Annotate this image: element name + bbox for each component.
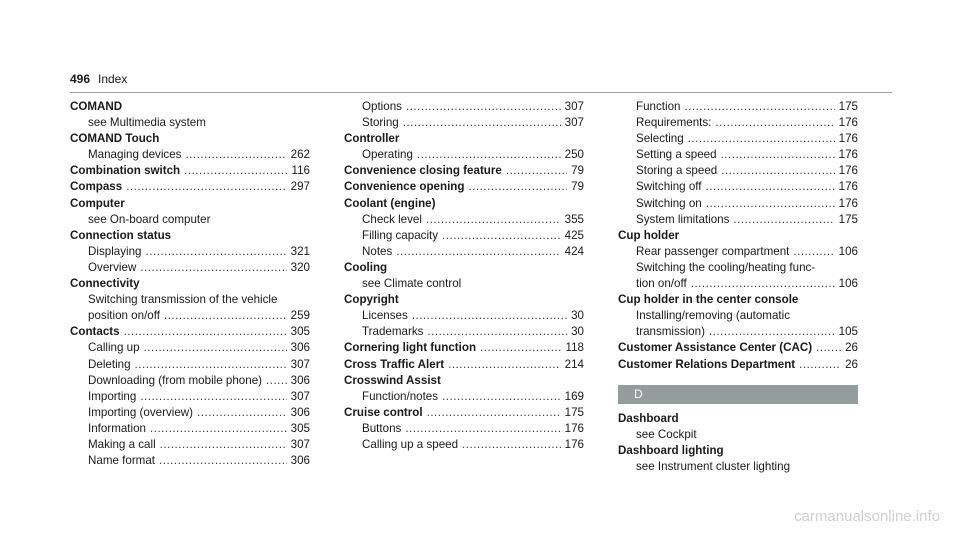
dot-leader <box>164 308 287 324</box>
dot-leader <box>706 196 835 212</box>
page-reference: 105 <box>838 325 858 339</box>
entry-label: transmission) <box>636 325 705 339</box>
page-number: 496 <box>70 72 91 86</box>
entry-label: Downloading (from mobile phone) <box>88 373 262 387</box>
index-subentry <box>70 405 310 421</box>
dot-leader <box>412 308 567 324</box>
dot-leader <box>442 389 561 405</box>
index-subentry <box>618 196 858 212</box>
dot-leader <box>124 324 287 340</box>
index-column-3 <box>618 99 858 475</box>
entry-label: Setting a speed <box>636 148 717 162</box>
page-reference: 176 <box>838 148 858 162</box>
dot-leader <box>426 212 561 228</box>
dot-leader <box>403 115 561 131</box>
entry-label: Importing (overview) <box>88 405 194 419</box>
index-subentry <box>344 228 584 244</box>
index-subentry <box>618 324 858 340</box>
page-reference: 262 <box>290 148 310 162</box>
entry-label: Dashboard <box>618 411 679 425</box>
page-reference: 320 <box>290 260 310 274</box>
index-subentry <box>70 115 310 131</box>
dot-leader <box>691 276 835 292</box>
page-reference: 30 <box>571 309 584 323</box>
entry-label: Cruise control <box>344 405 423 419</box>
page-reference: 118 <box>565 341 584 355</box>
index-heading <box>344 292 584 308</box>
index-heading <box>344 357 584 373</box>
page-reference: 176 <box>564 437 584 451</box>
page-reference: 355 <box>564 212 584 226</box>
page-reference: 30 <box>571 325 584 339</box>
entry-label: position on/off <box>88 309 160 323</box>
entry-label: see Climate control <box>362 277 462 291</box>
page-reference: 79 <box>571 180 584 194</box>
page-reference: 169 <box>564 389 584 403</box>
entry-label: Check level <box>362 212 422 226</box>
page-reference: 116 <box>291 164 310 178</box>
page-reference: 250 <box>564 148 584 162</box>
page-reference: 175 <box>564 405 584 419</box>
page-reference: 305 <box>290 421 310 435</box>
page-reference: 176 <box>838 132 858 146</box>
entry-label: Customer Assistance Center (CAC) <box>618 341 813 355</box>
entry-label: Managing devices <box>88 148 182 162</box>
index-subentry <box>344 115 584 131</box>
dot-leader <box>144 340 287 356</box>
index-subentry <box>618 244 858 260</box>
index-subentry <box>70 260 310 276</box>
dot-leader <box>462 437 561 453</box>
entry-label: COMAND <box>70 100 123 113</box>
entry-label: Cornering light function <box>344 341 477 355</box>
page-reference: 297 <box>290 180 310 194</box>
page-reference: 307 <box>290 357 310 371</box>
entry-label: Convenience closing feature <box>344 164 502 178</box>
index-subentry <box>70 340 310 356</box>
page-reference: 26 <box>845 341 858 355</box>
entry-label: Making a call <box>88 437 156 451</box>
page-reference: 106 <box>838 244 858 258</box>
index-subentry <box>344 99 584 115</box>
index-subentry <box>618 427 858 443</box>
index-heading <box>70 196 310 212</box>
page-reference: 307 <box>290 389 310 403</box>
watermark: carmanualsonline.info <box>794 508 940 525</box>
index-heading <box>344 196 584 212</box>
dot-leader <box>146 244 287 260</box>
index-heading <box>344 260 584 276</box>
index-heading <box>70 324 310 340</box>
entry-label: Contacts <box>70 325 120 339</box>
dot-leader <box>406 99 561 115</box>
entry-label: see Multimedia system <box>88 116 206 130</box>
dot-leader <box>715 115 834 131</box>
page-header <box>70 70 892 93</box>
dot-leader <box>396 244 560 260</box>
index-subentry <box>618 212 858 228</box>
page-reference: 424 <box>564 244 584 258</box>
entry-label: Crosswind Assist <box>344 373 441 387</box>
entry-label: Switching on <box>636 196 702 210</box>
index-subentry <box>344 308 584 324</box>
entry-label: Switching the cooling/heating func- <box>636 260 816 274</box>
index-subentry <box>70 308 310 324</box>
index-subentry <box>70 453 310 469</box>
page-reference: 79 <box>571 164 584 178</box>
entry-label: Importing <box>88 389 137 403</box>
index-subentry <box>618 260 858 276</box>
index-subentry <box>618 99 858 115</box>
entry-label: Coolant (engine) <box>344 196 436 210</box>
dot-leader <box>448 357 561 373</box>
entry-label: Computer <box>70 196 125 210</box>
index-heading <box>618 228 858 244</box>
page-reference: 321 <box>290 244 310 258</box>
entry-label: Selecting <box>636 132 684 146</box>
dot-leader <box>793 244 834 260</box>
entry-label: Storing a speed <box>636 164 718 178</box>
page-reference: 259 <box>290 309 310 323</box>
entry-label: tion on/off <box>636 277 687 291</box>
index-subentry <box>618 179 858 195</box>
entry-label: Switching off <box>636 180 702 194</box>
index-subentry <box>70 147 310 163</box>
entry-label: COMAND Touch <box>70 132 160 146</box>
page-reference: 306 <box>290 341 310 355</box>
page-reference: 306 <box>290 373 310 387</box>
entry-label: Filling capacity <box>362 228 439 242</box>
entry-label: see Cockpit <box>636 427 697 441</box>
index-subentry <box>70 421 310 437</box>
dot-leader <box>733 212 834 228</box>
dot-leader <box>266 373 287 389</box>
entry-label: Calling up a speed <box>362 437 459 451</box>
index-subentry <box>344 421 584 437</box>
entry-label: Installing/removing (automatic <box>636 309 791 323</box>
dot-leader <box>688 131 835 147</box>
entry-label: Calling up <box>88 341 140 355</box>
page-title: Index <box>98 72 128 86</box>
entry-label: Copyright <box>344 293 399 307</box>
entry-label: see On-board computer <box>88 212 211 226</box>
entry-label: Displaying <box>88 244 142 258</box>
entry-label: Combination switch <box>70 164 181 178</box>
entry-label: Rear passenger compartment <box>636 244 790 258</box>
entry-label: Notes <box>362 244 393 258</box>
index-subentry <box>344 244 584 260</box>
entry-label: Switching transmission of the vehicle <box>88 293 278 307</box>
dot-leader <box>427 324 567 340</box>
index-subentry <box>70 292 310 308</box>
index-subentry <box>344 437 584 453</box>
dot-leader <box>160 437 287 453</box>
index-heading <box>70 163 310 179</box>
index-heading <box>344 179 584 195</box>
index-subentry <box>344 147 584 163</box>
entry-label: Licenses <box>362 309 408 323</box>
index-heading <box>70 99 310 115</box>
index-heading <box>70 228 310 244</box>
entry-label: Cup holder <box>618 228 680 242</box>
index-subentry <box>70 357 310 373</box>
index-heading <box>618 357 858 373</box>
dot-leader <box>684 99 834 115</box>
index-heading <box>344 340 584 356</box>
entry-label: System limitations <box>636 212 730 226</box>
index-subentry <box>70 244 310 260</box>
page-reference: 176 <box>838 196 858 210</box>
entry-label: Function <box>636 100 681 113</box>
page-reference: 26 <box>845 357 858 371</box>
dot-leader <box>480 340 561 356</box>
index-subentry <box>618 131 858 147</box>
dot-leader <box>468 179 567 195</box>
index-heading <box>618 411 858 427</box>
dot-leader <box>442 228 561 244</box>
dot-leader <box>140 389 286 405</box>
index-column-2 <box>344 99 584 453</box>
entry-label: Compass <box>70 180 123 194</box>
dot-leader <box>197 405 287 421</box>
index-subentry <box>618 115 858 131</box>
entry-label: Dashboard lighting <box>618 443 724 457</box>
index-subentry <box>618 276 858 292</box>
dot-leader <box>417 147 561 163</box>
index-subentry <box>618 308 858 324</box>
page-reference: 176 <box>838 180 858 194</box>
index-subentry <box>70 389 310 405</box>
dot-leader <box>159 453 287 469</box>
page-reference: 106 <box>838 277 858 291</box>
index-heading <box>344 131 584 147</box>
entry-label: Cup holder in the center console <box>618 293 799 307</box>
page-reference: 307 <box>290 437 310 451</box>
page-reference: 175 <box>838 100 858 113</box>
page-reference: 175 <box>838 212 858 226</box>
section-header-d: D <box>618 385 858 404</box>
dot-leader <box>721 163 834 179</box>
entry-label: Customer Relations Department <box>618 357 796 371</box>
dot-leader <box>721 147 835 163</box>
entry-label: Connectivity <box>70 277 140 291</box>
entry-label: Deleting <box>88 357 131 371</box>
entry-label: Controller <box>344 132 400 146</box>
index-heading <box>344 373 584 389</box>
index-subentry <box>70 212 310 228</box>
index-subentry <box>344 212 584 228</box>
index-heading <box>344 405 584 421</box>
page-reference: 176 <box>838 164 858 178</box>
entry-label: Cross Traffic Alert <box>344 357 445 371</box>
entry-label: Requirements: <box>636 116 712 130</box>
entry-label: Buttons <box>362 421 402 435</box>
page-reference: 176 <box>564 421 584 435</box>
dot-leader <box>816 340 841 356</box>
index-subentry <box>70 373 310 389</box>
index-column-1 <box>70 99 310 469</box>
index-heading <box>618 292 858 308</box>
index-heading <box>70 131 310 147</box>
entry-label: Name format <box>88 454 156 468</box>
entry-label: see Instrument cluster lighting <box>636 459 791 473</box>
dot-leader <box>799 357 841 373</box>
index-heading <box>618 340 858 356</box>
index-subentry <box>70 437 310 453</box>
index-heading <box>344 163 584 179</box>
page-reference: 425 <box>564 228 584 242</box>
index-subentry <box>344 276 584 292</box>
page-reference: 306 <box>290 454 310 468</box>
entry-label: Options <box>362 100 402 113</box>
index-heading <box>70 179 310 195</box>
index-subentry <box>618 147 858 163</box>
index-heading <box>70 276 310 292</box>
entry-label: Connection status <box>70 228 172 242</box>
index-subentry <box>618 163 858 179</box>
dot-leader <box>126 179 286 195</box>
entry-label: Overview <box>88 260 137 274</box>
entry-label: Storing <box>362 116 399 130</box>
dot-leader <box>150 421 287 437</box>
dot-leader <box>427 405 561 421</box>
page-reference: 176 <box>838 116 858 130</box>
entry-label: Information <box>88 421 146 435</box>
dot-leader <box>706 179 835 195</box>
page-reference: 305 <box>290 325 310 339</box>
entry-label: Cooling <box>344 260 388 274</box>
dot-leader <box>506 163 567 179</box>
dot-leader <box>709 324 835 340</box>
entry-label: Operating <box>362 148 413 162</box>
page-reference: 307 <box>564 100 584 113</box>
entry-label: Convenience opening <box>344 180 465 194</box>
index-subentry <box>618 459 858 475</box>
page-reference: 306 <box>290 405 310 419</box>
dot-leader <box>140 260 286 276</box>
dot-leader <box>135 357 287 373</box>
dot-leader <box>184 163 287 179</box>
page-reference: 214 <box>564 357 584 371</box>
dot-leader <box>405 421 560 437</box>
entry-label: Function/notes <box>362 389 439 403</box>
index-subentry <box>344 389 584 405</box>
page-reference: 307 <box>564 116 584 130</box>
dot-leader <box>185 147 286 163</box>
index-heading <box>618 443 858 459</box>
index-subentry <box>344 324 584 340</box>
entry-label: Trademarks <box>362 325 424 339</box>
